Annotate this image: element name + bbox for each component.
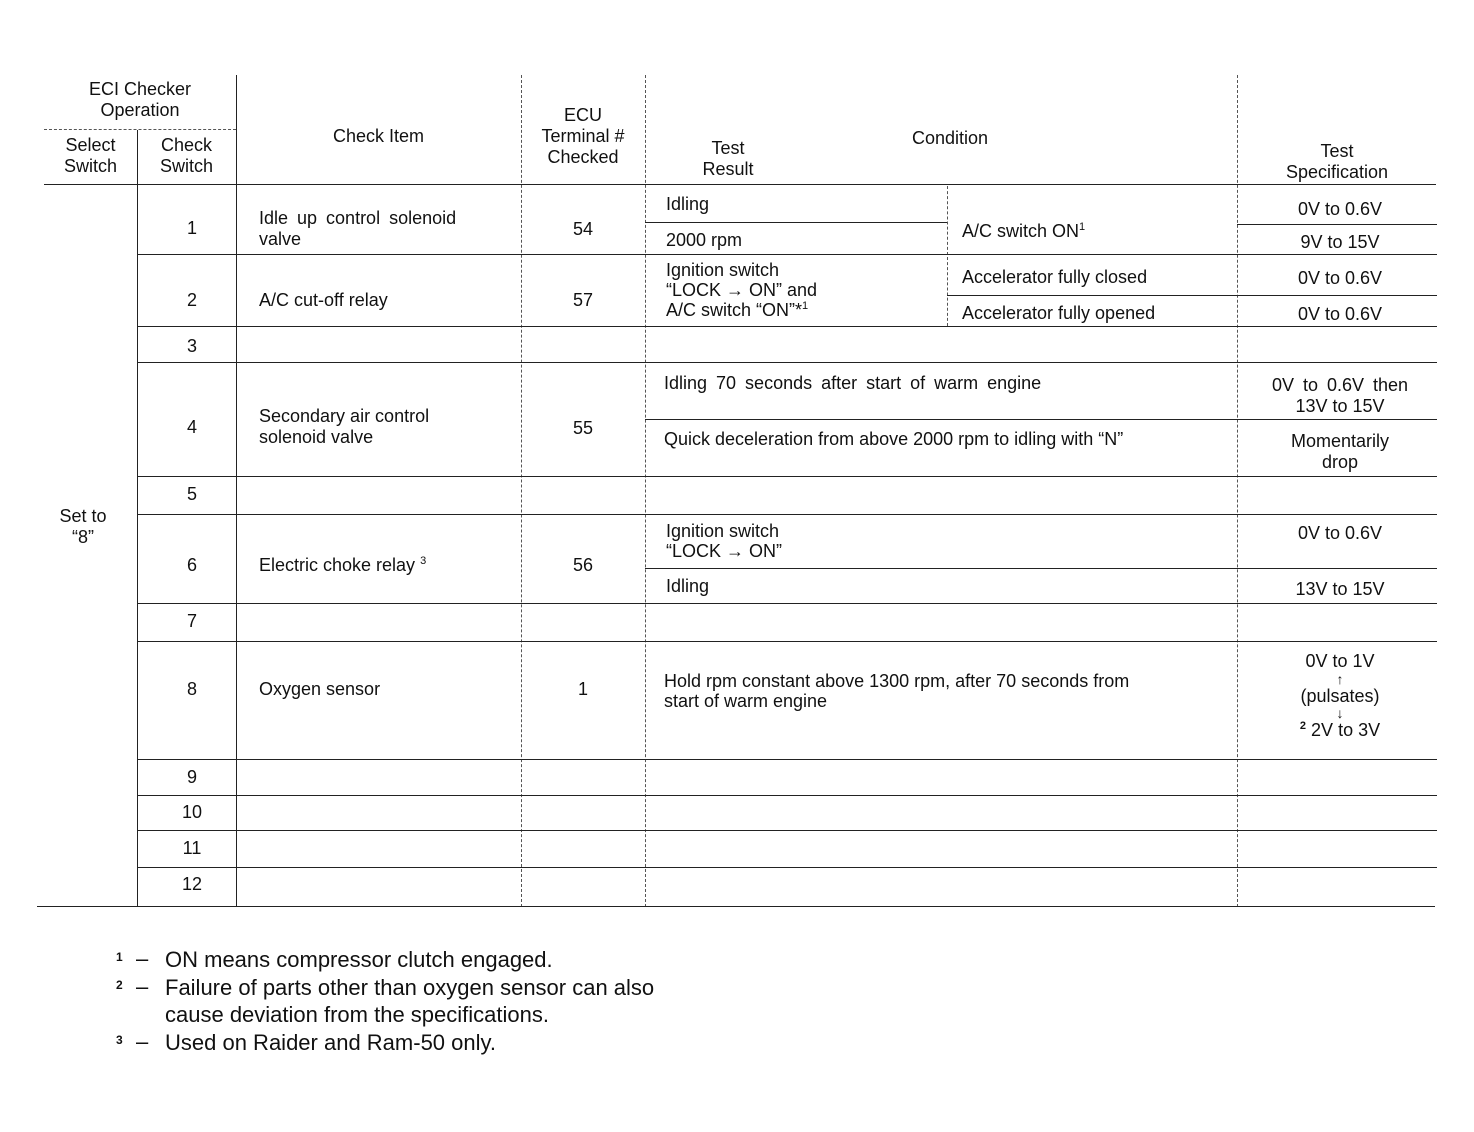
check-switch-number: 9 xyxy=(186,767,197,787)
row-line xyxy=(137,759,1437,760)
header-test-result: Test Result xyxy=(702,138,754,179)
row-line xyxy=(137,867,1437,868)
row-line xyxy=(137,795,1437,796)
test-specification: 0V to 0.6V xyxy=(1297,523,1383,543)
footnote-text: Used on Raider and Ram-50 only. xyxy=(165,1030,496,1055)
subrow-line xyxy=(645,568,1437,569)
table-bottom-line xyxy=(37,906,1435,907)
arrow-up-icon: ↑ xyxy=(1336,670,1344,687)
test-specification: 9V to 15V xyxy=(1300,232,1380,252)
check-item: Secondary air control solenoid valve xyxy=(259,406,430,447)
header-test-specification: Test Specification xyxy=(1285,141,1389,182)
ecu-terminal: 55 xyxy=(572,418,594,438)
check-switch-number: 6 xyxy=(186,555,197,575)
check-switch-number: 2 xyxy=(186,290,197,310)
row-line xyxy=(137,476,1437,477)
check-switch-number: 8 xyxy=(186,679,197,699)
header-eci-checker: ECI Checker Operation xyxy=(88,79,192,120)
select-switch-value: Set to “8” xyxy=(59,506,107,547)
check-switch-number: 11 xyxy=(182,838,202,858)
check-item: Electric choke relay $^3$ xyxy=(259,555,427,575)
condition-text: Quick deceleration from above 2000 rpm to idling with “N” xyxy=(664,429,1124,449)
row-line xyxy=(137,641,1437,642)
col-divider xyxy=(645,75,646,907)
condition-text: Idling xyxy=(666,194,710,214)
header-check-switch: Check Switch xyxy=(159,135,213,176)
header-check-item: Check Item xyxy=(332,126,425,146)
test-specification: 0V to 0.6V then 13V to 15V xyxy=(1271,375,1409,416)
row-line xyxy=(137,514,1437,515)
test-specification: 13V to 15V xyxy=(1295,579,1385,599)
test-specification: 0V to 1V ↑ (pulsates) ↓ $^2$ 2V to 3V xyxy=(1237,651,1443,741)
footnote-dash: – xyxy=(136,974,149,999)
row-line xyxy=(137,603,1437,604)
test-specification: 0V to 0.6V xyxy=(1297,199,1383,219)
check-switch-number: 10 xyxy=(181,802,203,822)
condition-text: 2000 rpm xyxy=(666,230,743,250)
check-switch-number: 1 xyxy=(186,218,197,238)
check-switch-number: 4 xyxy=(186,417,197,437)
check-item: Idle up control solenoid valve xyxy=(259,208,457,249)
col-divider xyxy=(947,186,948,326)
col-divider xyxy=(521,75,522,907)
check-item: A/C cut-off relay xyxy=(259,290,388,310)
subrow-line xyxy=(947,295,1437,296)
header-select-switch: Select Switch xyxy=(63,135,117,176)
footnote-dash: – xyxy=(136,1029,149,1054)
condition-text: Accelerator fully opened xyxy=(962,303,1156,323)
condition-text: Idling xyxy=(666,576,710,596)
condition-text: Hold rpm constant above 1300 rpm, after 70 seconds from start of warm engine xyxy=(664,671,1130,711)
check-switch-number: 12 xyxy=(181,874,203,894)
footnote-mark: 3 xyxy=(116,1033,123,1047)
condition-text: A/C switch $ON^1$ xyxy=(962,221,1086,241)
check-switch-number: 3 xyxy=(186,336,197,356)
condition-text: Accelerator fully closed xyxy=(962,267,1148,287)
subrow-line xyxy=(645,419,1437,420)
ecu-terminal: 54 xyxy=(572,219,594,239)
header-bottom-line xyxy=(44,184,1436,185)
row-line xyxy=(137,254,1437,255)
subrow-line xyxy=(1237,224,1437,225)
footnote-text: Failure of parts other than oxygen sensor can also cause deviation from the specifications. xyxy=(165,975,655,1027)
col-divider xyxy=(137,130,138,907)
footnote-text: ON means compressor clutch engaged. xyxy=(165,947,553,972)
header-ecu-terminal: ECU Terminal # Checked xyxy=(541,105,625,167)
condition-text: Idling 70 seconds after start of warm engine xyxy=(664,373,1042,393)
check-item: Oxygen sensor xyxy=(259,679,381,699)
test-specification: Momentarily drop xyxy=(1290,431,1390,472)
row-line xyxy=(137,830,1437,831)
header-divider xyxy=(44,129,236,130)
header-condition: Condition xyxy=(911,128,989,148)
test-specification: 0V to 0.6V xyxy=(1297,268,1383,288)
ecu-terminal: 1 xyxy=(577,679,588,699)
test-specification: 0V to 0.6V xyxy=(1297,304,1383,324)
footnote-mark: 2 xyxy=(116,978,123,992)
check-switch-number: 5 xyxy=(186,484,197,504)
arrow-down-icon: ↓ xyxy=(1336,705,1344,721)
condition-text: Ignition switch “LOCK → ON” and A/C switch “ON”*$^1$ xyxy=(666,260,818,320)
ecu-terminal: 56 xyxy=(572,555,594,575)
check-switch-number: 7 xyxy=(186,611,197,631)
ecu-terminal: 57 xyxy=(572,290,594,310)
row-line xyxy=(137,362,1437,363)
condition-text: Ignition switch “LOCK → ON” xyxy=(666,521,783,561)
footnote-dash: – xyxy=(136,946,149,971)
subrow-line xyxy=(645,222,947,223)
row-line xyxy=(137,326,1437,327)
footnote-mark: 1 xyxy=(116,950,123,964)
